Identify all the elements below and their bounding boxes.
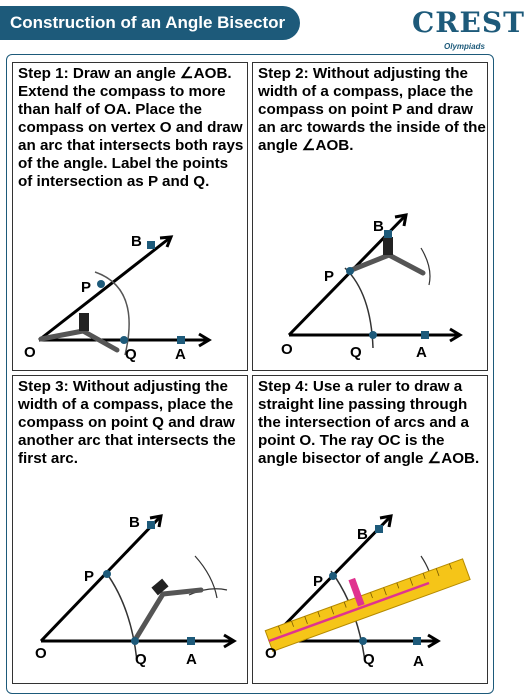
point-p bbox=[329, 572, 337, 580]
point-q bbox=[359, 637, 367, 645]
point-b bbox=[147, 521, 155, 529]
label-b: B bbox=[131, 233, 142, 250]
step-1-panel bbox=[12, 62, 248, 371]
label-a: A bbox=[413, 653, 424, 670]
arc-pq bbox=[105, 571, 137, 661]
label-b: B bbox=[357, 526, 368, 543]
step-2-diagram bbox=[253, 63, 489, 372]
compass-handle-icon bbox=[383, 237, 393, 255]
step-3-diagram bbox=[13, 376, 249, 685]
point-q bbox=[131, 637, 139, 645]
point-q bbox=[369, 331, 377, 339]
point-b bbox=[384, 230, 392, 238]
step-1-text: Step 1: Draw an angle ∠AOB. Extend the compass to more than half of OA. Place the compass on vertex O and draw an arc that intersects both rays of the angle. Label the points of intersection as P and Q. bbox=[18, 65, 244, 190]
arc-from-p bbox=[421, 248, 430, 285]
compass-handle-icon bbox=[79, 313, 89, 331]
header bbox=[0, 0, 525, 58]
point-a bbox=[177, 336, 185, 344]
point-a bbox=[187, 637, 195, 645]
point-b bbox=[147, 241, 155, 249]
label-o: O bbox=[265, 645, 277, 662]
logo-text: CREST bbox=[412, 6, 525, 39]
label-a: A bbox=[186, 651, 197, 668]
label-q: Q bbox=[135, 651, 147, 668]
point-b bbox=[375, 525, 383, 533]
point-a bbox=[421, 331, 429, 339]
bisector-ray-oc bbox=[269, 583, 429, 641]
label-o: O bbox=[35, 645, 47, 662]
point-a bbox=[413, 637, 421, 645]
compass bbox=[349, 255, 423, 273]
page-title: Construction of an Angle Bisector bbox=[0, 6, 300, 40]
label-a: A bbox=[416, 344, 427, 361]
step-4-text: Step 4: Use a ruler to draw a straight line passing through the intersection of arcs and a point O. The ray OC is the angle bisector of angle ∠AOB. bbox=[258, 378, 480, 467]
label-q: Q bbox=[350, 344, 362, 361]
point-p bbox=[103, 570, 111, 578]
step-4-diagram bbox=[253, 376, 489, 685]
label-b: B bbox=[373, 218, 384, 235]
step-3-text: Step 3: Without adjusting the width of a compass, place the compass on point Q and draw another arc that intersects the first arc. bbox=[18, 378, 236, 467]
crest-logo bbox=[408, 4, 525, 56]
step-2-text: Step 2: Without adjusting the width of a compass, place the compass on point P and draw an arc towards the inside of the angle ∠AOB. bbox=[258, 65, 486, 154]
point-p bbox=[97, 280, 105, 288]
label-p: P bbox=[81, 279, 92, 296]
ray-ob bbox=[39, 237, 171, 340]
label-q: Q bbox=[125, 346, 137, 363]
label-q: Q bbox=[363, 651, 375, 668]
logo-subtext: Olympiads bbox=[444, 42, 485, 51]
label-a: A bbox=[175, 346, 186, 363]
label-o: O bbox=[281, 341, 293, 358]
step-4-panel bbox=[252, 375, 488, 684]
step-1-diagram bbox=[13, 63, 249, 372]
step-3-panel bbox=[12, 375, 248, 684]
label-b: B bbox=[129, 514, 140, 531]
label-p: P bbox=[313, 573, 324, 590]
point-p bbox=[346, 267, 354, 275]
label-p: P bbox=[324, 268, 335, 285]
compass bbox=[135, 590, 201, 640]
point-q bbox=[120, 336, 128, 344]
label-p: P bbox=[84, 568, 95, 585]
step-2-panel bbox=[252, 62, 488, 371]
label-o: O bbox=[24, 344, 36, 361]
